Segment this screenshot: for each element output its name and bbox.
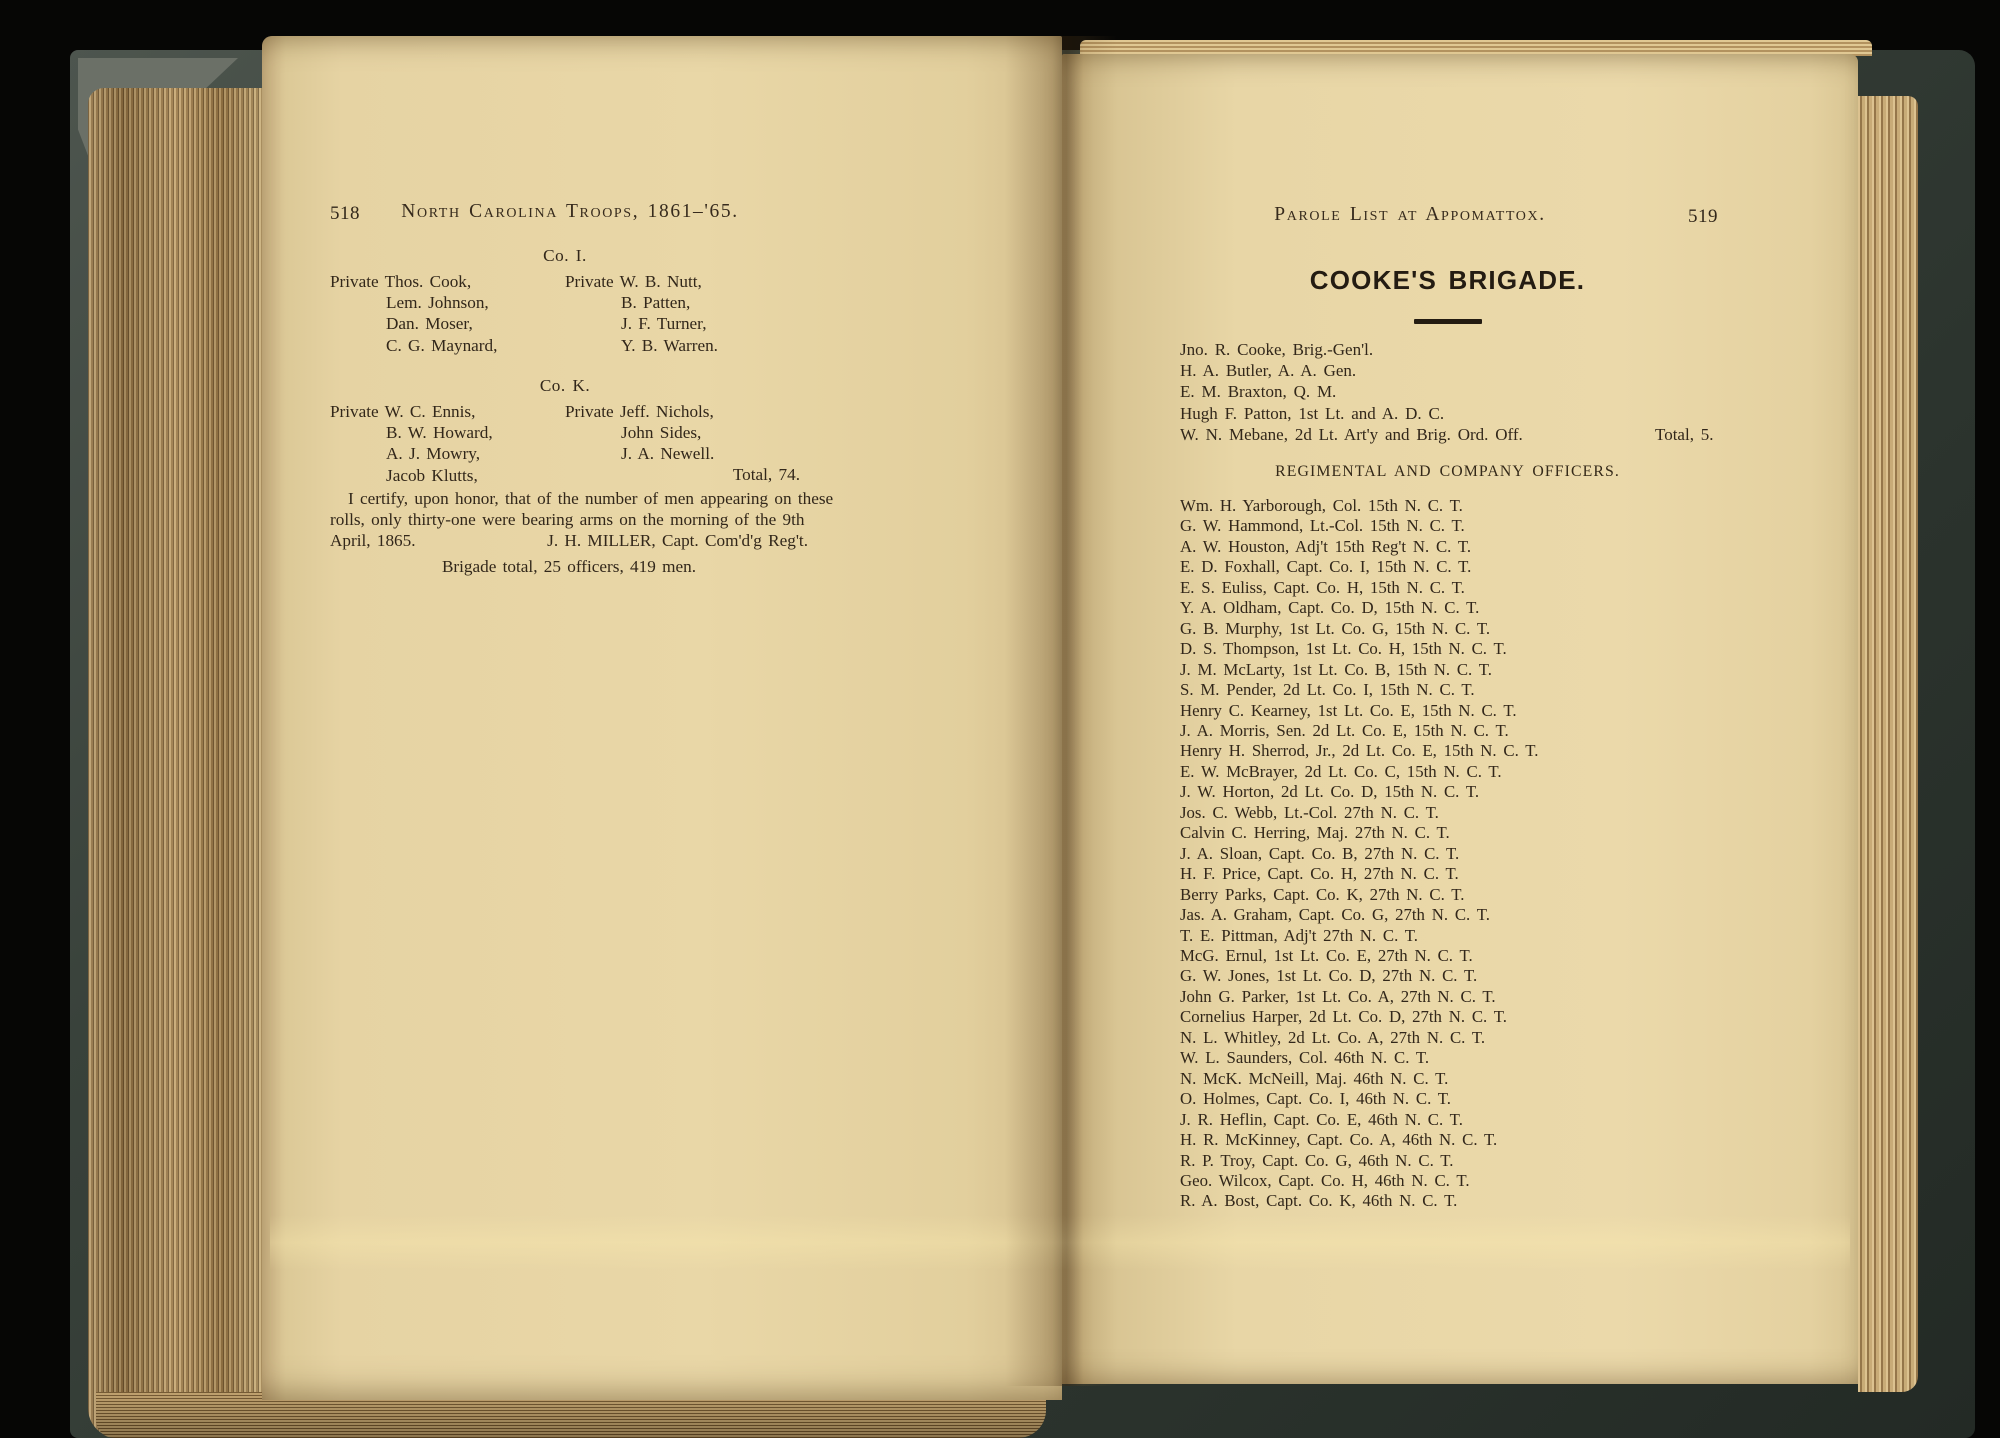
certification-paragraph [330, 488, 834, 552]
co-i-line: C. G. Maynard, [386, 335, 498, 355]
officer-line: J. R. Heflin, Capt. Co. E, 46th N. C. T. [1180, 1109, 1463, 1129]
officer-line: N. McK. McNeill, Maj. 46th N. C. T. [1180, 1068, 1449, 1088]
co-i-line: Dan. Moser, [386, 314, 473, 334]
officer-line: R. P. Troy, Capt. Co. G, 46th N. C. T. [1180, 1150, 1454, 1170]
officer-line: E. D. Foxhall, Capt. Co. I, 15th N. C. T. [1180, 557, 1472, 577]
officer-line: Jos. C. Webb, Lt.-Col. 27th N. C. T. [1180, 802, 1439, 822]
officer-line: H. F. Price, Capt. Co. H, 27th N. C. T. [1180, 864, 1459, 884]
staff-line: E. M. Braxton, Q. M. [1180, 382, 1337, 402]
co-k-line: J. A. Newell. [621, 444, 715, 464]
officer-line: T. E. Pittman, Adj't 27th N. C. T. [1180, 925, 1418, 945]
co-k-line: John Sides, [621, 423, 702, 443]
officer-line: D. S. Thompson, 1st Lt. Co. H, 15th N. C. T. [1180, 639, 1507, 659]
brigade-heading: COOKE'S BRIGADE. [1309, 265, 1586, 295]
co-k-line: Jacob Klutts, [386, 465, 478, 485]
officer-line: O. Holmes, Capt. Co. I, 46th N. C. T. [1180, 1089, 1451, 1109]
officer-line: Calvin C. Herring, Maj. 27th N. C. T. [1180, 823, 1450, 843]
officer-line: J. W. Horton, 2d Lt. Co. D, 15th N. C. T. [1180, 782, 1480, 802]
brigade-total: Brigade total, 25 officers, 419 men. [441, 557, 697, 576]
officer-line: Geo. Wilcox, Capt. Co. H, 46th N. C. T. [1180, 1170, 1470, 1190]
officer-line: J. M. McLarty, 1st Lt. Co. B, 15th N. C. T. [1180, 659, 1492, 679]
officer-line: Berry Parks, Capt. Co. K, 27th N. C. T. [1180, 884, 1465, 904]
heading-rule [1414, 319, 1482, 324]
officers-list [1180, 496, 1538, 1212]
officer-line: A. W. Houston, Adj't 15th Reg't N. C. T. [1180, 536, 1472, 556]
officer-line: N. L. Whitley, 2d Lt. Co. A, 27th N. C. T. [1180, 1027, 1486, 1047]
officer-line: Jas. A. Graham, Capt. Co. G, 27th N. C. T. [1180, 905, 1490, 925]
right-page-number: 519 [1688, 206, 1718, 227]
right-running-header: Parole List at Appomattox. [1274, 204, 1546, 225]
company-total: Total, 74. [732, 465, 800, 484]
officer-line: McG. Ernul, 1st Lt. Co. E, 27th N. C. T. [1180, 945, 1473, 965]
officer-line: G. B. Murphy, 1st Lt. Co. G, 15th N. C. T. [1180, 618, 1491, 638]
co-k-line: Private W. C. Ennis, [330, 402, 476, 421]
co-i-column-2 [565, 271, 718, 356]
officer-line: Wm. H. Yarborough, Col. 15th N. C. T. [1180, 496, 1463, 515]
officer-line: Henry C. Kearney, 1st Lt. Co. E, 15th N. C. T. [1180, 700, 1517, 720]
certification-line [330, 530, 808, 551]
officer-line: H. R. McKinney, Capt. Co. A, 46th N. C. T. [1180, 1130, 1498, 1150]
co-i-line: Lem. Johnson, [386, 293, 489, 313]
left-page-stack [88, 88, 280, 1438]
certification-line: I certify, upon honor, that of the number of men appearing on these [348, 489, 834, 508]
certification-date: April, 1865. [330, 531, 416, 551]
co-i-line: J. F. Turner, [621, 314, 707, 334]
left-page-number: 518 [330, 203, 360, 224]
staff-line: Hugh F. Patton, 1st Lt. and A. D. C. [1180, 403, 1445, 423]
co-i-column-1 [330, 271, 497, 356]
staff-line: Jno. R. Cooke, Brig.-Gen'l. [1180, 340, 1374, 359]
left-running-header: North Carolina Troops, 1861–'65. [401, 201, 739, 222]
co-i-line: B. Patten, [621, 293, 691, 313]
right-page-stack [1858, 96, 1918, 1392]
co-k-line: A. J. Mowry, [386, 444, 481, 464]
officer-line: Cornelius Harper, 2d Lt. Co. D, 27th N. C. T. [1180, 1007, 1507, 1027]
officer-line: G. W. Hammond, Lt.-Col. 15th N. C. T. [1180, 516, 1465, 536]
co-k-line: Private Jeff. Nichols, [565, 402, 714, 421]
co-k-heading: Co. K. [539, 376, 591, 395]
co-i-line: Private W. B. Nutt, [565, 272, 702, 291]
certification-signature: J. H. MILLER, Capt. Com'd'g Reg't. [547, 531, 808, 551]
co-k-column-2 [565, 401, 714, 465]
officer-line: Y. A. Oldham, Capt. Co. D, 15th N. C. T. [1180, 598, 1480, 618]
officer-line: J. A. Sloan, Capt. Co. B, 27th N. C. T. [1180, 843, 1460, 863]
officer-line: John G. Parker, 1st Lt. Co. A, 27th N. C. T. [1180, 986, 1496, 1006]
brigade-staff-list [1180, 339, 1523, 445]
officer-line: J. A. Morris, Sen. 2d Lt. Co. E, 15th N. C. T. [1180, 720, 1509, 740]
officer-line: G. W. Jones, 1st Lt. Co. D, 27th N. C. T. [1180, 966, 1478, 986]
staff-total: Total, 5. [1655, 425, 1714, 444]
officer-line: R. A. Bost, Capt. Co. K, 46th N. C. T. [1180, 1191, 1458, 1211]
co-k-line: B. W. Howard, [386, 423, 493, 443]
co-i-line: Private Thos. Cook, [330, 272, 472, 291]
officer-line: S. M. Pender, 2d Lt. Co. I, 15th N. C. T. [1180, 680, 1475, 700]
officer-line: Henry H. Sherrod, Jr., 2d Lt. Co. E, 15th N. C. T. [1180, 741, 1539, 761]
certification-line: rolls, only thirty-one were bearing arms on the morning of the 9th [330, 510, 805, 530]
officers-heading: REGIMENTAL AND COMPANY OFFICERS. [1275, 463, 1620, 480]
officer-line: E. S. Euliss, Capt. Co. H, 15th N. C. T. [1180, 577, 1465, 597]
left-page [262, 36, 1062, 1400]
staff-line: W. N. Mebane, 2d Lt. Art'y and Brig. Ord. Off. [1180, 424, 1523, 444]
officer-line: W. L. Saunders, Col. 46th N. C. T. [1180, 1048, 1430, 1068]
co-i-line: Y. B. Warren. [621, 335, 718, 355]
co-i-heading: Co. I. [543, 246, 587, 265]
officer-line: E. W. McBrayer, 2d Lt. Co. C, 15th N. C. T. [1180, 761, 1502, 781]
staff-line: H. A. Butler, A. A. Gen. [1180, 361, 1357, 381]
